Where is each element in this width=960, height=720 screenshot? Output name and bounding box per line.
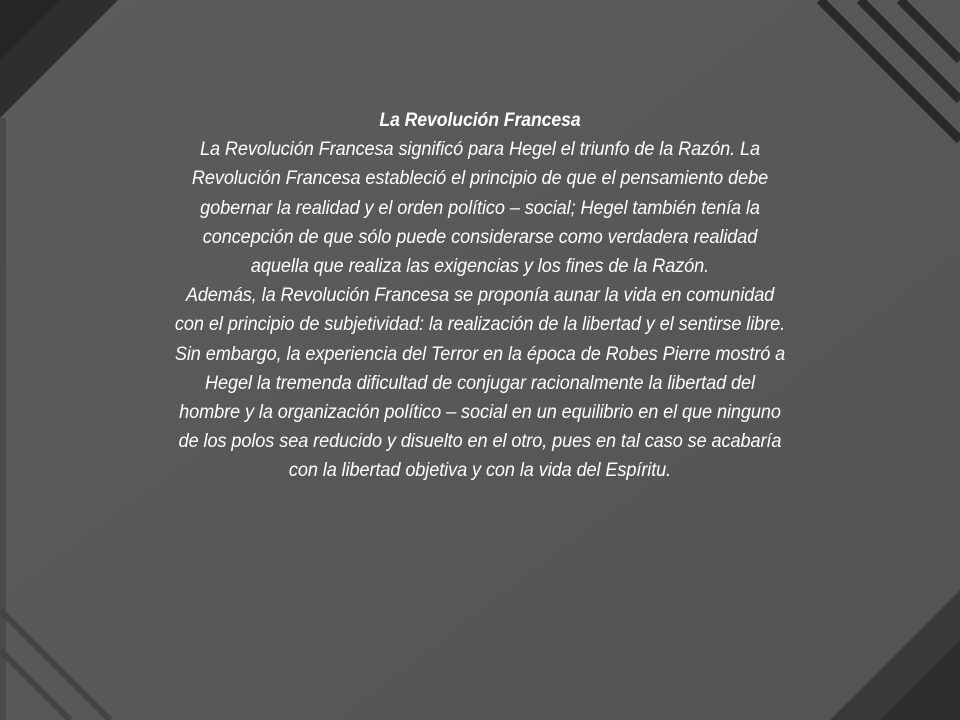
slide-text-block <box>173 106 787 486</box>
left-edge-strip <box>0 118 6 720</box>
slide-paragraph-2: Además, la Revolución Francesa se proponía aunar la vida en comunidad con el principio de subjetividad: la realización de la libertad y el sentirse libre. <box>174 284 786 336</box>
slide-title: La Revolución Francesa <box>379 110 581 131</box>
slide-paragraph-3: Sin embargo, la experiencia del Terror en la época de Robes Pierre mostró a Hegel la tremenda dificultad de conjugar racionalmente la libertad del hombre y la organización político – social en un equilibrio en el que ninguno de los polos sea reducido y disuelto en el otro, pues en tal caso se acabaría con la libertad objetiva y con la vida del Espíritu. <box>174 342 786 482</box>
slide-paragraph-1: La Revolución Francesa significó para Hegel el triunfo de la Razón. La Revolución Francesa estableció el principio de que el pensamiento debe gobernar la realidad y el orden político – social; Hegel también tenía la concepción de que sólo puede considerarse como verdadera realidad aquella que realiza las exigencias y los fines de la Razón. <box>191 138 769 278</box>
